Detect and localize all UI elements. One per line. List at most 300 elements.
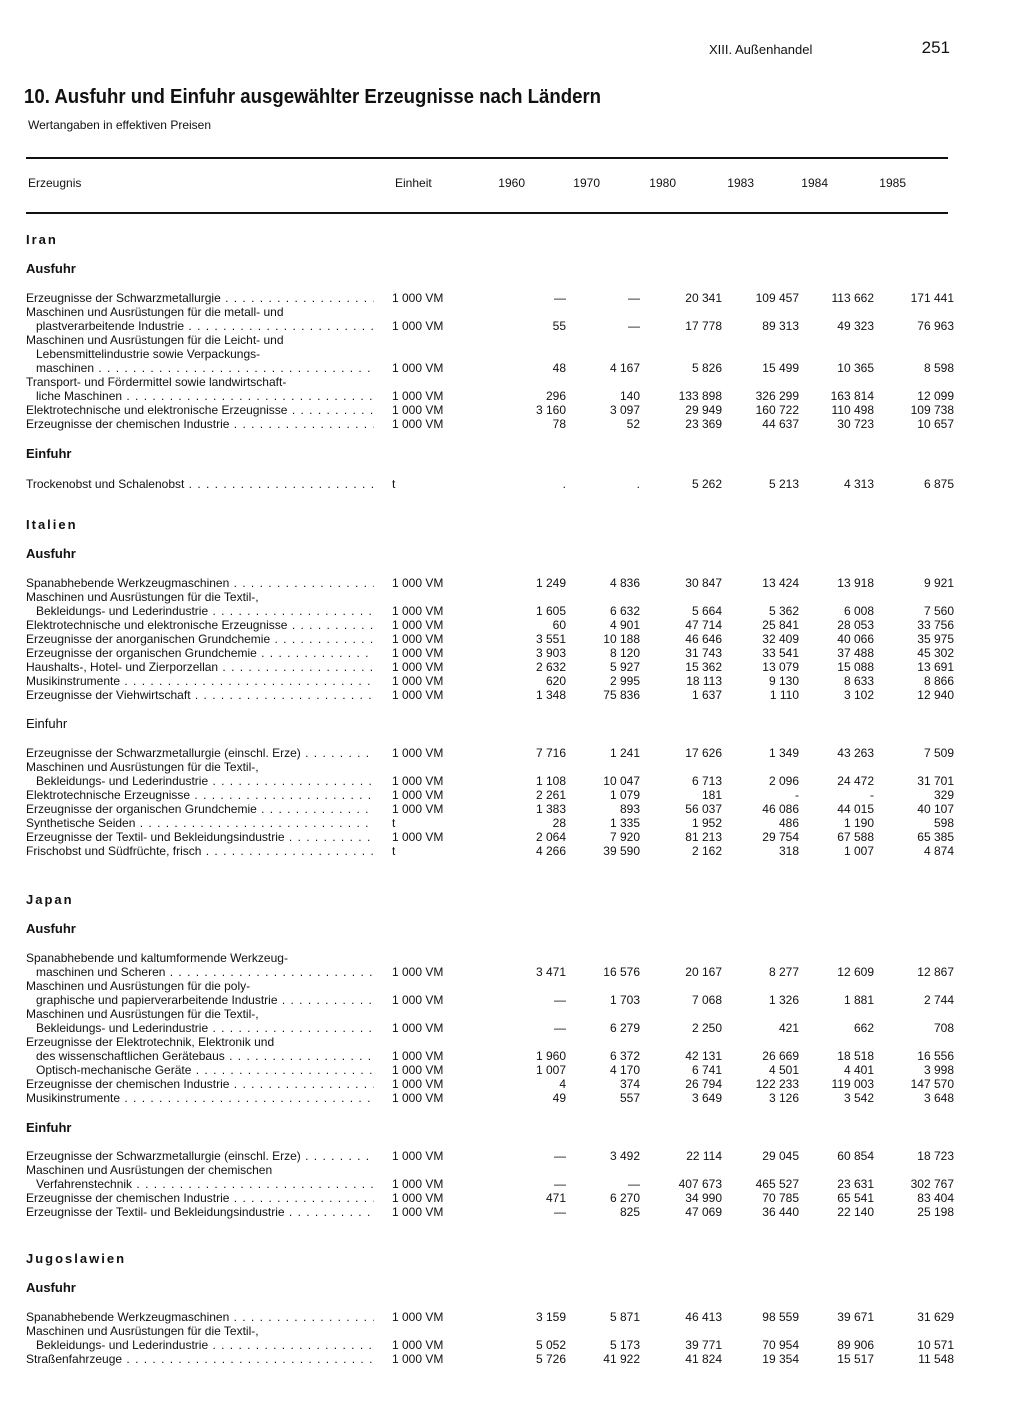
column-header-1985: 1985 — [879, 176, 906, 190]
value-cell: 5 213 — [768, 477, 799, 491]
product-name: Trockenobst und Schalenobst . . . — [26, 477, 374, 491]
unit-cell: 1 000 VM — [392, 1091, 444, 1105]
column-header-1983: 1983 — [727, 176, 754, 190]
value-cell: 8 633 — [843, 674, 874, 688]
value-cell: 36 440 — [762, 1205, 799, 1219]
unit-cell: t — [392, 477, 396, 491]
value-cell: 13 424 — [762, 576, 799, 590]
value-cell: 8 866 — [923, 674, 954, 688]
unit-cell: 1 000 VM — [392, 1177, 444, 1191]
table-row — [26, 830, 954, 844]
product-name: Bekleidungs- und Lederindustrie . . . — [26, 1338, 374, 1352]
value-cell: 40 066 — [837, 632, 874, 646]
unit-cell: 1 000 VM — [392, 746, 444, 760]
value-cell: 24 472 — [837, 774, 874, 788]
value-cell: 1 952 — [691, 816, 722, 830]
value-cell: 5 826 — [691, 361, 722, 375]
table-row — [26, 688, 954, 702]
unit-cell: 1 000 VM — [392, 618, 444, 632]
value-cell: 4 901 — [609, 618, 640, 632]
product-name: Frischobst und Südfrüchte, frisch . . . — [26, 844, 374, 858]
value-cell: 12 609 — [837, 965, 874, 979]
running-header — [700, 38, 950, 60]
value-cell: 1 335 — [609, 816, 640, 830]
table-row — [26, 1352, 954, 1366]
unit-cell: 1 000 VM — [392, 993, 444, 1007]
value-cell: 2 995 — [609, 674, 640, 688]
unit-cell: t — [392, 816, 396, 830]
table-row — [26, 1191, 954, 1205]
value-cell: 465 527 — [755, 1177, 799, 1191]
value-cell: 29 754 — [762, 830, 799, 844]
value-cell: — — [554, 291, 566, 305]
value-cell: 13 918 — [837, 576, 874, 590]
unit-cell: 1 000 VM — [392, 1310, 444, 1324]
value-cell: 10 365 — [837, 361, 874, 375]
table-row — [26, 291, 954, 305]
unit-cell: 1 000 VM — [392, 1063, 444, 1077]
product-name: Erzeugnisse der Schwarzmetallurgie (einschl. Erze) . . . — [26, 1149, 374, 1163]
value-cell: 113 662 — [831, 291, 874, 305]
table-row — [26, 1077, 954, 1091]
trade-direction-heading: Einfuhr — [26, 716, 68, 731]
value-cell: 4 313 — [843, 477, 874, 491]
value-cell: 20 341 — [685, 291, 722, 305]
table-row — [26, 674, 954, 688]
value-cell: 407 673 — [678, 1177, 722, 1191]
table-row — [26, 844, 954, 858]
value-cell: 70 954 — [762, 1338, 799, 1352]
product-name: Haushalts-, Hotel- und Zierporzellan . . . — [26, 660, 374, 674]
value-cell: 6 279 — [609, 1021, 640, 1035]
value-cell: - — [870, 788, 874, 802]
value-cell: — — [628, 291, 640, 305]
value-cell: 6 270 — [609, 1191, 640, 1205]
value-cell: 5 927 — [609, 660, 640, 674]
product-name: Erzeugnisse der organischen Grundchemie . . . — [26, 802, 374, 816]
product-name: Erzeugnisse der anorganischen Grundchemie . . . — [26, 632, 374, 646]
value-cell: 4 170 — [609, 1063, 640, 1077]
unit-cell: 1 000 VM — [392, 1338, 444, 1352]
value-cell: 109 738 — [910, 403, 954, 417]
value-cell: 56 037 — [685, 802, 722, 816]
value-cell: 7 716 — [535, 746, 566, 760]
table-row — [26, 746, 954, 760]
value-cell: 147 570 — [910, 1077, 954, 1091]
value-cell: 12 867 — [917, 965, 954, 979]
table-title: 10. Ausfuhr und Einfuhr ausgewählter Erzeugnisse nach Ländern — [24, 86, 602, 108]
product-name: Bekleidungs- und Lederindustrie . . . — [26, 774, 374, 788]
value-cell: 6 632 — [609, 604, 640, 618]
value-cell: 5 726 — [535, 1352, 566, 1366]
product-name: Straßenfahrzeuge . . . — [26, 1352, 374, 1366]
value-cell: — — [628, 1177, 640, 1191]
value-cell: — — [554, 1177, 566, 1191]
unit-cell: 1 000 VM — [392, 403, 444, 417]
value-cell: 22 140 — [837, 1205, 874, 1219]
table-row — [26, 417, 954, 431]
value-cell: 45 302 — [917, 646, 954, 660]
value-cell: 10 047 — [603, 774, 640, 788]
value-cell: 46 086 — [762, 802, 799, 816]
value-cell: . — [636, 477, 640, 491]
value-cell: 133 898 — [678, 389, 722, 403]
value-cell: 1 007 — [535, 1063, 566, 1077]
product-name: Erzeugnisse der Textil- und Bekleidungsindustrie . . . — [26, 830, 374, 844]
value-cell: 1 348 — [535, 688, 566, 702]
value-cell: 17 778 — [685, 319, 722, 333]
value-cell: 52 — [626, 417, 640, 431]
value-cell: 17 626 — [685, 746, 722, 760]
value-cell: 70 785 — [762, 1191, 799, 1205]
value-cell: 119 003 — [831, 1077, 874, 1091]
unit-cell: 1 000 VM — [392, 1149, 444, 1163]
product-name: Maschinen und Ausrüstungen für die poly- — [26, 979, 251, 993]
table-row — [26, 660, 954, 674]
table-row — [26, 1177, 954, 1191]
value-cell: 2 064 — [535, 830, 566, 844]
product-name: des wissenschaftlichen Gerätebaus . . . — [26, 1049, 374, 1063]
unit-cell: 1 000 VM — [392, 1191, 444, 1205]
table-row-continuation — [26, 979, 938, 993]
value-cell: 6 008 — [843, 604, 874, 618]
value-cell: 31 743 — [685, 646, 722, 660]
country-heading: Iran — [26, 232, 58, 247]
value-cell: 6 372 — [609, 1049, 640, 1063]
value-cell: 25 841 — [762, 618, 799, 632]
table-row — [26, 618, 954, 632]
product-name: Erzeugnisse der organischen Grundchemie . . . — [26, 646, 374, 660]
value-cell: 18 723 — [917, 1149, 954, 1163]
section-label: XIII. Außenhandel — [709, 42, 813, 57]
value-cell: 44 637 — [762, 417, 799, 431]
table-row — [26, 788, 954, 802]
product-name: Spanabhebende Werkzeugmaschinen . . . — [26, 576, 374, 590]
value-cell: 55 — [552, 319, 566, 333]
column-header-1960: 1960 — [498, 176, 525, 190]
value-cell: 4 501 — [768, 1063, 799, 1077]
value-cell: 1 241 — [609, 746, 640, 760]
table-row — [26, 604, 954, 618]
value-cell: 140 — [619, 389, 640, 403]
value-cell: 34 990 — [685, 1191, 722, 1205]
value-cell: 1 349 — [768, 746, 799, 760]
value-cell: 40 107 — [917, 802, 954, 816]
top-rule — [26, 157, 948, 159]
value-cell: 28 — [552, 816, 566, 830]
product-name: Elektrotechnische und elektronische Erzeugnisse . . . — [26, 618, 374, 632]
value-cell: 25 198 — [917, 1205, 954, 1219]
value-cell: 7 509 — [923, 746, 954, 760]
value-cell: 19 354 — [762, 1352, 799, 1366]
column-header-1984: 1984 — [801, 176, 828, 190]
product-name: Erzeugnisse der chemischen Industrie . . . — [26, 1191, 374, 1205]
product-name: Elektrotechnische und elektronische Erzeugnisse . . . — [26, 403, 374, 417]
value-cell: 163 814 — [830, 389, 874, 403]
value-cell: 7 068 — [691, 993, 722, 1007]
value-cell: 1 110 — [769, 688, 799, 702]
product-name: Maschinen und Ausrüstungen für die Textil-, — [26, 1007, 259, 1021]
value-cell: 3 648 — [923, 1091, 954, 1105]
table-row — [26, 1049, 954, 1063]
value-cell: 1 703 — [609, 993, 640, 1007]
country-heading: Italien — [26, 517, 78, 532]
value-cell: 1 881 — [843, 993, 874, 1007]
value-cell: 1 637 — [691, 688, 722, 702]
value-cell: 4 401 — [843, 1063, 874, 1077]
unit-cell: 1 000 VM — [392, 319, 444, 333]
product-name: Synthetische Seiden . . . — [26, 816, 374, 830]
product-name: maschinen . . . — [26, 361, 374, 375]
value-cell: 6 713 — [691, 774, 722, 788]
value-cell: 5 362 — [768, 604, 799, 618]
unit-cell: 1 000 VM — [392, 1021, 444, 1035]
product-name: liche Maschinen . . . — [26, 389, 374, 403]
product-name: Musikinstrumente . . . — [26, 1091, 374, 1105]
value-cell: 15 499 — [762, 361, 799, 375]
value-cell: 2 162 — [691, 844, 722, 858]
value-cell: 30 723 — [837, 417, 874, 431]
value-cell: 3 551 — [535, 632, 566, 646]
value-cell: 1 605 — [535, 604, 566, 618]
value-cell: 1 007 — [843, 844, 874, 858]
value-cell: 9 130 — [768, 674, 799, 688]
value-cell: 60 — [552, 618, 566, 632]
value-cell: 15 517 — [837, 1352, 874, 1366]
value-cell: 46 413 — [685, 1310, 722, 1324]
unit-cell: 1 000 VM — [392, 417, 444, 431]
table-row-continuation — [26, 760, 938, 774]
value-cell: 825 — [619, 1205, 640, 1219]
trade-direction-heading: Ausfuhr — [26, 921, 76, 936]
value-cell: 39 771 — [685, 1338, 722, 1352]
table-row — [26, 632, 954, 646]
value-cell: 4 874 — [923, 844, 954, 858]
value-cell: 98 559 — [762, 1310, 799, 1324]
value-cell: 598 — [933, 816, 954, 830]
product-name: Maschinen und Ausrüstungen der chemischen — [26, 1163, 273, 1177]
value-cell: 16 556 — [917, 1049, 954, 1063]
table-row — [26, 1310, 954, 1324]
value-cell: 33 541 — [762, 646, 799, 660]
column-header-1980: 1980 — [649, 176, 676, 190]
value-cell: 171 441 — [910, 291, 954, 305]
value-cell: 471 — [545, 1191, 566, 1205]
trade-direction-heading: Ausfuhr — [26, 546, 76, 561]
product-name: plastverarbeitende Industrie . . . — [26, 319, 374, 333]
table-row — [26, 389, 954, 403]
product-name: Optisch-mechanische Geräte . . . — [26, 1063, 374, 1077]
value-cell: 2 096 — [768, 774, 799, 788]
value-cell: 302 767 — [910, 1177, 954, 1191]
value-cell: 18 113 — [686, 674, 722, 688]
value-cell: 557 — [619, 1091, 640, 1105]
unit-cell: t — [392, 844, 396, 858]
column-header-einheit: Einheit — [395, 176, 432, 190]
value-cell: 20 167 — [685, 965, 722, 979]
value-cell: 662 — [853, 1021, 874, 1035]
product-name: Verfahrenstechnik . . . — [26, 1177, 374, 1191]
value-cell: 4 167 — [609, 361, 640, 375]
value-cell: 42 131 — [685, 1049, 722, 1063]
product-name: Transport- und Fördermittel sowie landwirtschaft- — [26, 375, 287, 389]
value-cell: 15 088 — [837, 660, 874, 674]
value-cell: 6 875 — [923, 477, 954, 491]
table-row — [26, 802, 954, 816]
table-row-continuation — [26, 305, 938, 319]
value-cell: 4 836 — [609, 576, 640, 590]
table-row-continuation — [26, 1163, 938, 1177]
value-cell: 3 159 — [535, 1310, 566, 1324]
table-row — [26, 1205, 954, 1219]
unit-cell: 1 000 VM — [392, 291, 444, 305]
unit-cell: 1 000 VM — [392, 674, 444, 688]
value-cell: 78 — [552, 417, 566, 431]
value-cell: 48 — [552, 361, 566, 375]
value-cell: 18 518 — [837, 1049, 874, 1063]
unit-cell: 1 000 VM — [392, 660, 444, 674]
table-row — [26, 993, 954, 1007]
value-cell: 29 949 — [685, 403, 722, 417]
value-cell: 22 114 — [686, 1149, 722, 1163]
product-name: graphische und papierverarbeitende Industrie . . . — [26, 993, 374, 1007]
product-name: Maschinen und Ausrüstungen für die Textil-, — [26, 590, 259, 604]
value-cell: 39 671 — [837, 1310, 874, 1324]
product-name: Erzeugnisse der Schwarzmetallurgie (einschl. Erze) . . . — [26, 746, 374, 760]
value-cell: . — [562, 477, 566, 491]
value-cell: 1 190 — [843, 816, 874, 830]
table-subtitle: Wertangaben in effektiven Preisen — [28, 118, 212, 132]
unit-cell: 1 000 VM — [392, 1352, 444, 1366]
value-cell: 1 383 — [535, 802, 566, 816]
value-cell: - — [795, 788, 799, 802]
table-row — [26, 1338, 954, 1352]
value-cell: 47 714 — [685, 618, 722, 632]
value-cell: 329 — [933, 788, 954, 802]
trade-direction-heading: Ausfuhr — [26, 1280, 76, 1295]
table-row — [26, 774, 954, 788]
value-cell: 4 266 — [535, 844, 566, 858]
value-cell: 6 741 — [691, 1063, 722, 1077]
value-cell: 30 847 — [685, 576, 722, 590]
value-cell: 3 097 — [609, 403, 640, 417]
value-cell: 49 323 — [837, 319, 874, 333]
value-cell: 13 691 — [917, 660, 954, 674]
product-name: Erzeugnisse der Viehwirtschaft . . . — [26, 688, 374, 702]
value-cell: 893 — [619, 802, 640, 816]
value-cell: 65 541 — [837, 1191, 874, 1205]
product-name: Maschinen und Ausrüstungen für die Textil-, — [26, 1324, 259, 1338]
value-cell: — — [554, 1149, 566, 1163]
value-cell: 89 313 — [762, 319, 799, 333]
unit-cell: 1 000 VM — [392, 632, 444, 646]
product-name: Erzeugnisse der chemischen Industrie . . . — [26, 417, 374, 431]
value-cell: 421 — [778, 1021, 799, 1035]
value-cell: 9 921 — [923, 576, 954, 590]
value-cell: 5 173 — [609, 1338, 640, 1352]
table-row — [26, 1063, 954, 1077]
table-row — [26, 319, 954, 333]
value-cell: 23 631 — [837, 1177, 874, 1191]
unit-cell: 1 000 VM — [392, 646, 444, 660]
value-cell: 16 576 — [603, 965, 640, 979]
value-cell: 3 649 — [691, 1091, 722, 1105]
product-name: Lebensmittelindustrie sowie Verpackungs- — [36, 347, 261, 361]
value-cell: — — [554, 1021, 566, 1035]
value-cell: 620 — [545, 674, 566, 688]
value-cell: 8 277 — [768, 965, 799, 979]
value-cell: 708 — [933, 1021, 954, 1035]
value-cell: 15 362 — [685, 660, 722, 674]
value-cell: 31 701 — [917, 774, 954, 788]
value-cell: 1 960 — [535, 1049, 566, 1063]
header-bottom-rule — [26, 212, 948, 214]
value-cell: 326 299 — [755, 389, 799, 403]
trade-direction-heading: Einfuhr — [26, 446, 72, 461]
table-row-continuation — [26, 1035, 938, 1049]
product-name: Erzeugnisse der Schwarzmetallurgie . . . — [26, 291, 374, 305]
unit-cell: 1 000 VM — [392, 1077, 444, 1091]
product-name: Spanabhebende und kaltumformende Werkzeug- — [26, 951, 288, 965]
value-cell: 1 079 — [609, 788, 640, 802]
country-heading: Japan — [26, 892, 74, 907]
unit-cell: 1 000 VM — [392, 1049, 444, 1063]
table-row — [26, 403, 954, 417]
value-cell: 160 722 — [755, 403, 799, 417]
value-cell: 181 — [701, 788, 722, 802]
value-cell: 67 588 — [837, 830, 874, 844]
table-row — [26, 1021, 954, 1035]
product-name: Bekleidungs- und Lederindustrie . . . — [26, 604, 374, 618]
value-cell: 3 471 — [535, 965, 566, 979]
table-row — [26, 965, 954, 979]
product-name: Maschinen und Ausrüstungen für die Textil-, — [26, 760, 259, 774]
value-cell: 3 998 — [923, 1063, 954, 1077]
value-cell: 10 571 — [917, 1338, 954, 1352]
column-header-1970: 1970 — [573, 176, 600, 190]
value-cell: 26 669 — [762, 1049, 799, 1063]
value-cell: 122 233 — [755, 1077, 799, 1091]
product-name: Erzeugnisse der chemischen Industrie . . . — [26, 1077, 374, 1091]
product-name: Maschinen und Ausrüstungen für die Leicht- und — [26, 333, 284, 347]
unit-cell: 1 000 VM — [392, 965, 444, 979]
product-name: Bekleidungs- und Lederindustrie . . . — [26, 1021, 374, 1035]
value-cell: 41 922 — [603, 1352, 640, 1366]
page-number: 251 — [921, 38, 950, 57]
value-cell: 7 920 — [609, 830, 640, 844]
value-cell: 2 632 — [535, 660, 566, 674]
value-cell: 75 836 — [603, 688, 640, 702]
unit-cell: 1 000 VM — [392, 1205, 444, 1219]
value-cell: 2 744 — [923, 993, 954, 1007]
value-cell: 318 — [778, 844, 799, 858]
table-row-continuation — [26, 1007, 938, 1021]
value-cell: 39 590 — [603, 844, 640, 858]
value-cell: 486 — [778, 816, 799, 830]
value-cell: 5 871 — [609, 1310, 640, 1324]
table-row — [26, 646, 954, 660]
value-cell: 10 188 — [603, 632, 640, 646]
value-cell: 109 457 — [755, 291, 799, 305]
value-cell: 43 263 — [837, 746, 874, 760]
table-row — [26, 816, 954, 830]
value-cell: 8 598 — [923, 361, 954, 375]
value-cell: — — [554, 1205, 566, 1219]
product-name: Maschinen und Ausrüstungen für die metall- und — [26, 305, 284, 319]
value-cell: 11 548 — [918, 1352, 954, 1366]
value-cell: 44 015 — [837, 802, 874, 816]
value-cell: 5 664 — [691, 604, 722, 618]
